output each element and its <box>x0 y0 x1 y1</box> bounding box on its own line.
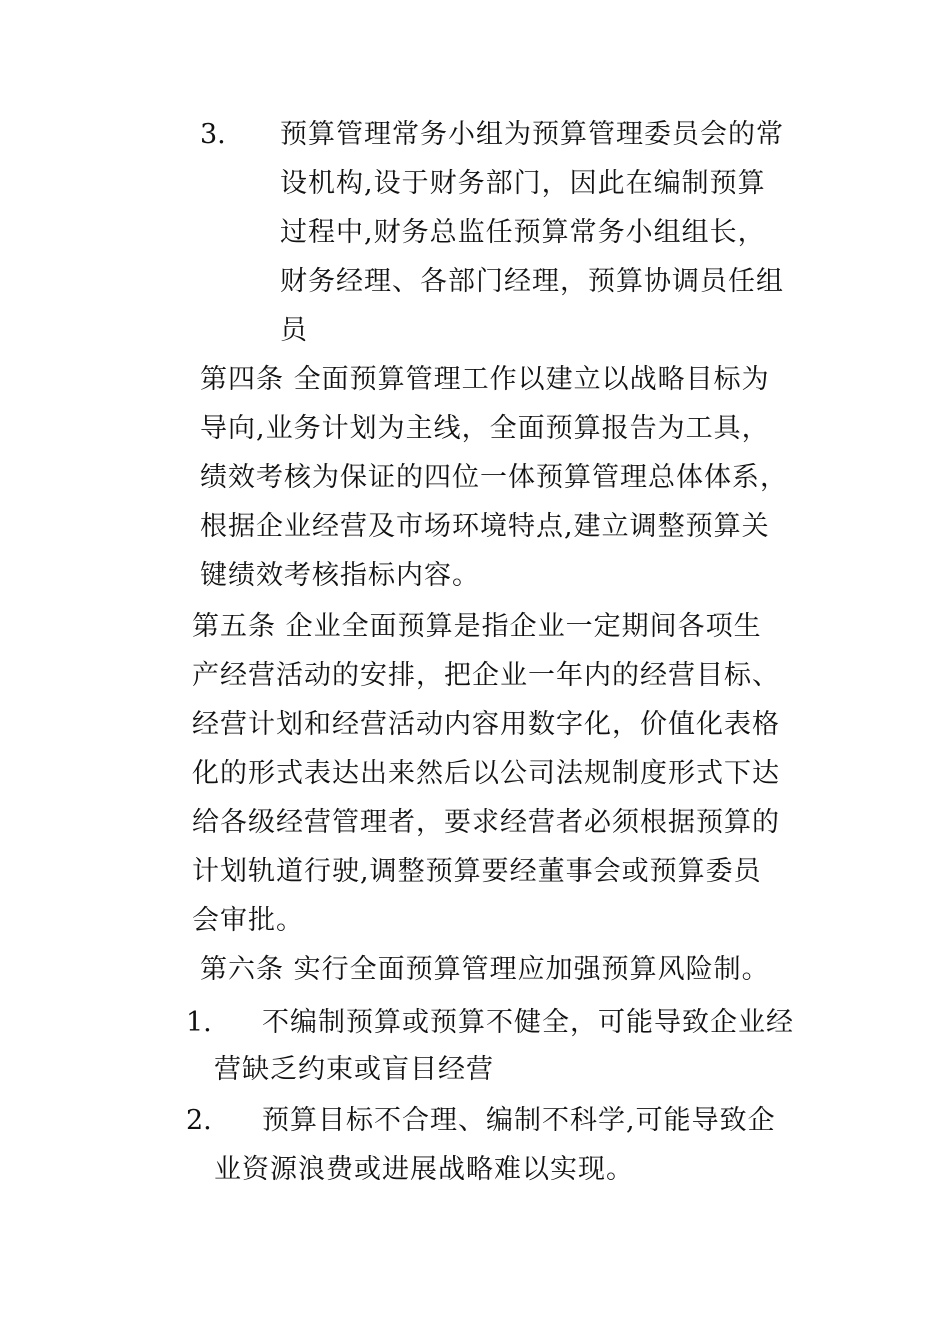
article6-line-1: 第六条 实行全面预算管理应加强预算风险制。 <box>200 954 770 985</box>
item3-line-2: 设机构,设于财务部门，因此在编制预算 <box>280 168 766 199</box>
item3-line-5: 员 <box>280 315 308 346</box>
item3-line-3: 过程中,财务总监任预算常务小组组长， <box>280 217 766 248</box>
risk2-line-1: 预算目标不合理、编制不科学,可能导致企 <box>262 1105 776 1136</box>
article5-line-1: 第五条 企业全面预算是指企业一定期间各项生 <box>192 611 762 642</box>
article5-line-5: 给各级经营管理者，要求经营者必须根据预算的 <box>192 807 780 838</box>
item3-line-4: 财务经理、各部门经理，预算协调员任组 <box>280 266 784 297</box>
risk1-line-2: 营缺乏约束或盲目经营 <box>214 1054 494 1085</box>
risk1-number: 1. <box>186 1007 212 1038</box>
risk2-line-2: 业资源浪费或进展战略难以实现。 <box>214 1154 634 1185</box>
article5-line-3: 经营计划和经营活动内容用数字化，价值化表格 <box>192 709 780 740</box>
article4-line-5: 键绩效考核指标内容。 <box>200 560 480 591</box>
article5-line-2: 产经营活动的安排，把企业一年内的经营目标、 <box>192 660 780 691</box>
article4-line-4: 根据企业经营及市场环境特点,建立调整预算关 <box>200 511 770 542</box>
article5-line-4: 化的形式表达出来然后以公司法规制度形式下达 <box>192 758 780 789</box>
article5-line-6: 计划轨道行驶,调整预算要经董事会或预算委员 <box>192 856 762 887</box>
item3-number: 3. <box>200 119 226 150</box>
article4-line-1: 第四条 全面预算管理工作以建立以战略目标为 <box>200 364 770 395</box>
risk2-number: 2. <box>186 1105 212 1136</box>
item3-line-1: 预算管理常务小组为预算管理委员会的常 <box>280 119 784 150</box>
risk1-line-1: 不编制预算或预算不健全，可能导致企业经 <box>262 1007 794 1038</box>
article4-line-2: 导向,业务计划为主线，全面预算报告为工具， <box>200 413 770 444</box>
article4-line-3: 绩效考核为保证的四位一体预算管理总体体系， <box>200 462 788 493</box>
article5-line-7: 会审批。 <box>192 905 304 936</box>
